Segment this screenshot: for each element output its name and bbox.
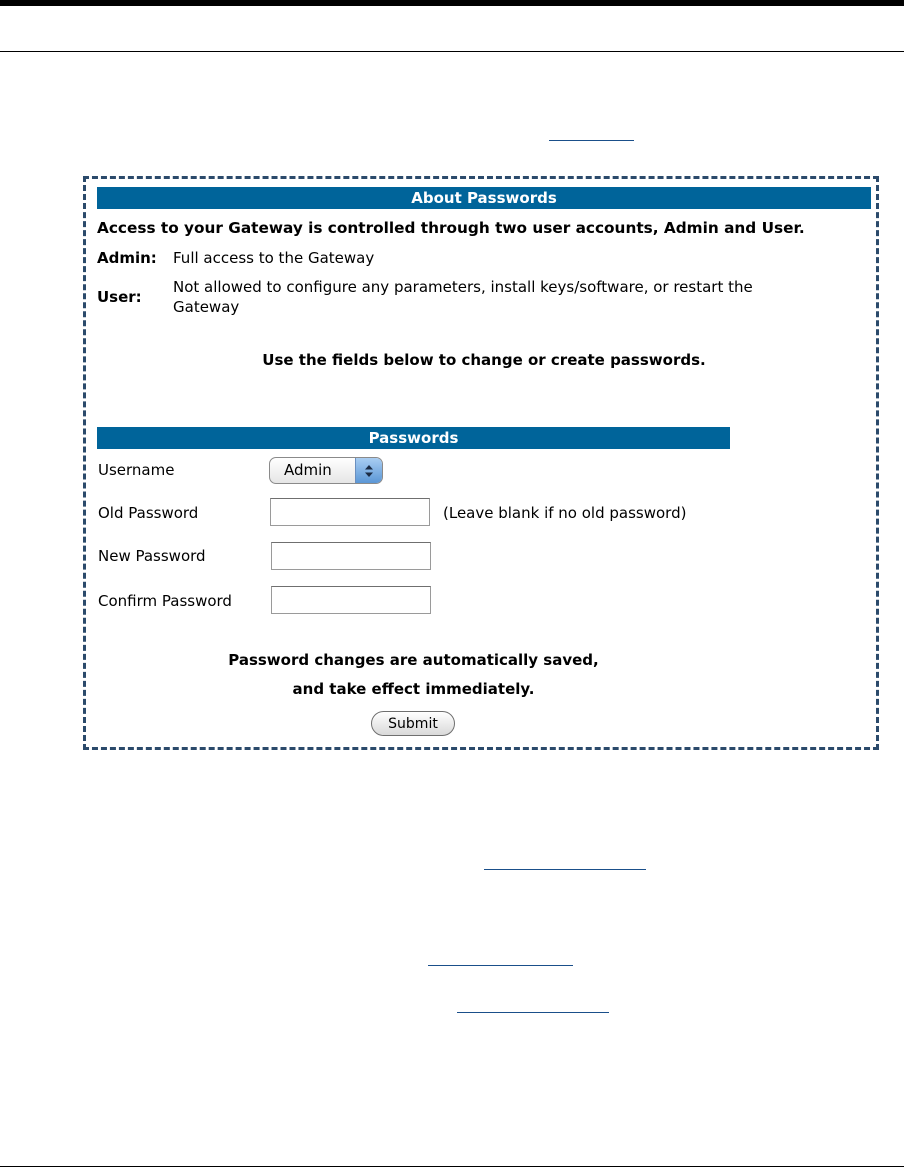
new-password-label: New Password (98, 547, 206, 565)
link-underline[interactable] (428, 965, 573, 966)
submit-button[interactable]: Submit (371, 711, 455, 736)
new-password-input[interactable] (271, 542, 431, 570)
about-intro-text: Access to your Gateway is controlled through two user accounts, Admin and User. (97, 219, 805, 237)
username-select-value: Admin (284, 461, 332, 479)
admin-description: Full access to the Gateway (173, 249, 375, 267)
about-passwords-header: About Passwords (97, 187, 871, 209)
auto-save-note-line2: and take effect immediately. (292, 680, 535, 698)
top-rule (0, 0, 904, 6)
user-description-line1: Not allowed to configure any parameters, install keys/software, or restart the (173, 278, 753, 296)
old-password-input[interactable] (270, 498, 430, 526)
passwords-header: Passwords (97, 427, 730, 449)
old-password-hint: (Leave blank if no old password) (443, 504, 687, 522)
footer-rule (0, 1166, 904, 1167)
header-rule (0, 51, 904, 52)
old-password-label: Old Password (98, 504, 199, 522)
confirm-password-label: Confirm Password (98, 592, 232, 610)
link-underline[interactable] (457, 1012, 609, 1013)
user-label: User: (97, 288, 142, 306)
auto-save-note-line1: Password changes are automatically saved, (228, 651, 599, 669)
instruction-text: Use the fields below to change or create passwords. (262, 351, 706, 369)
username-label: Username (98, 461, 175, 479)
user-description-line2: Gateway (173, 298, 240, 316)
link-underline[interactable] (549, 140, 634, 141)
confirm-password-input[interactable] (271, 586, 431, 614)
link-underline[interactable] (484, 869, 646, 870)
username-select[interactable] (269, 457, 383, 484)
admin-label: Admin: (97, 249, 157, 267)
select-arrows-icon (355, 458, 382, 483)
